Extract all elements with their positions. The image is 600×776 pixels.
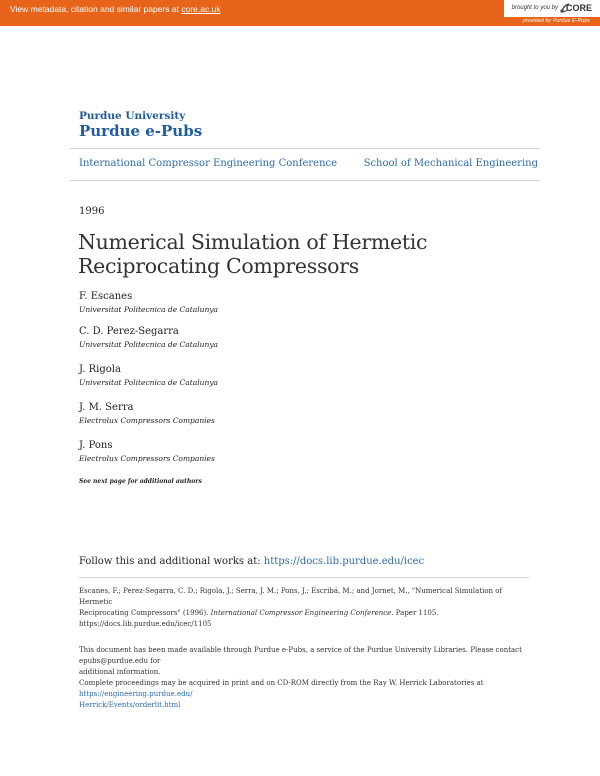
citation-line: Escanes, F.; Perez-Segarra, C. D.; Rigola, J.; Serra, J. M.; Pons, J.; Escribá, M.; and Jornet, M., "Numerical Simulation of Hermetic	[79, 587, 503, 606]
notice-line: additional information.	[79, 668, 161, 676]
notice-text: Complete proceedings may be acquired in print and on CD-ROM directly from the Ray W. Herrick Laboratories at	[79, 679, 484, 687]
top-banner	[0, 0, 600, 26]
notice-line	[79, 700, 529, 711]
citation-block	[79, 586, 529, 630]
metadata-text: View metadata, citation and similar papers at	[10, 4, 182, 14]
collection-link[interactable]: https://docs.lib.purdue.edu/icec	[263, 556, 425, 567]
author-name: J. Rigola	[79, 364, 121, 375]
citation-paper-number: Paper 1105.	[393, 609, 439, 617]
school-link[interactable]: School of Mechanical Engineering	[363, 158, 538, 169]
institution-name[interactable]: Purdue University	[79, 110, 186, 122]
herrick-link-continued[interactable]: Herrick/Events/orderlit.html	[79, 701, 181, 709]
see-next-page-note: See next page for additional authors	[79, 478, 202, 485]
author-name: J. M. Serra	[79, 402, 134, 413]
provided-by: provided by Purdue E-Pubs	[522, 18, 590, 24]
brought-by-text: brought to you by	[511, 5, 558, 11]
metadata-link[interactable]	[10, 4, 221, 14]
follow-text: Follow this and additional works at:	[79, 556, 264, 567]
author-affiliation: Electrolux Compressors Companies	[79, 454, 215, 463]
publication-year: 1996	[79, 206, 105, 217]
divider-top	[70, 148, 540, 149]
core-link[interactable]: core.ac.uk	[181, 4, 221, 14]
notice-block	[79, 645, 529, 711]
author-name: C. D. Perez-Segarra	[79, 326, 179, 337]
conference-link[interactable]: International Compressor Engineering Conference	[79, 158, 338, 169]
author-name: F. Escanes	[79, 291, 133, 302]
notice-line: This document has been made available through Purdue e-Pubs, a service of the Purdue University Libraries. Please contact epubs@purdue.edu for	[79, 646, 522, 665]
notice-line	[79, 678, 529, 700]
author-name: J. Pons	[79, 440, 113, 451]
follow-line	[79, 556, 424, 567]
author-affiliation: Universitat Politecnica de Catalunya	[79, 378, 219, 387]
citation-url[interactable]: https://docs.lib.purdue.edu/icec/1105	[79, 620, 212, 628]
author-affiliation: Electrolux Compressors Companies	[79, 416, 215, 425]
herrick-link[interactable]: https://engineering.purdue.edu/	[79, 690, 193, 698]
citation-text: Reciprocating Compressors" (1996).	[79, 609, 211, 617]
divider-bottom	[70, 180, 540, 181]
author-affiliation: Universitat Politecnica de Catalunya	[79, 340, 219, 349]
author-affiliation: Universitat Politecnica de Catalunya	[79, 305, 219, 314]
paper-title: Numerical Simulation of Hermetic Reciprocating Compressors	[78, 230, 428, 278]
divider-citation	[79, 577, 529, 578]
citation-line	[79, 608, 529, 619]
core-label: CORE	[565, 3, 592, 13]
repository-name[interactable]: Purdue e-Pubs	[79, 122, 203, 140]
citation-venue: International Compressor Engineering Conference.	[210, 609, 394, 617]
core-badge[interactable]	[504, 0, 600, 17]
